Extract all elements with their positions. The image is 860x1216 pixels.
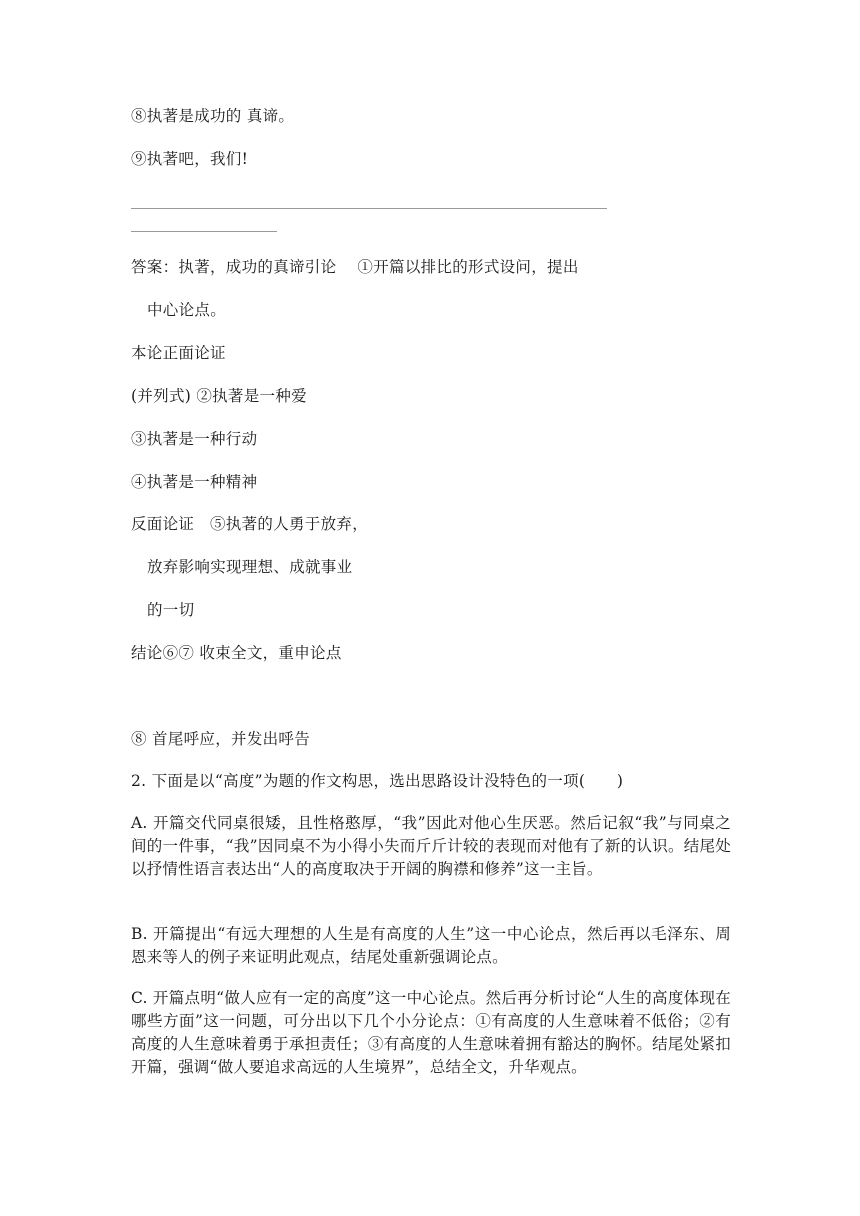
option-a: A. 开篇交代同桌很矮，且性格憨厚，“我”因此对他心生厌恶。然后记叙“我”与同桌之间的一件事，“我”因同桌不为小得小失而斤斤计较的表现而对他有了新的认识。结尾处以抒情性语言表达出“人的高度取决于开阔的胸襟和修养”这一主旨。 (131, 814, 731, 878)
conclusion-point-8: ⑧ 首尾呼应，并发出呼告 (131, 730, 311, 748)
answer-line: 答案：执著，成功的真谛引论 ①开篇以排比的形式设问，提出 (131, 258, 579, 276)
text-line-8: ⑧执著是成功的 真谛。 (131, 107, 295, 125)
option-b: B. 开篇提出“有远大理想的人生是有高度的人生”这一中心论点，然后再以毛泽东、周恩来等人的例子来证明此观点，结尾处重新强调论点。 (131, 925, 731, 966)
reverse-argument-line: 反面论证 ⑤执著的人勇于放弃， (131, 515, 369, 533)
answer-line-continued: 中心论点。 (147, 301, 227, 319)
option-c: C. 开篇点明“做人应有一定的高度”这一中心论点。然后再分析讨论“人生的高度体现在哪些方面”这一问题，可分出以下几个小分论点：①有高度的人生意味着不低俗；②有高度的人生意味着勇于承担责任；③有高度的人生意味着拥有豁达的胸怀。结尾处紧扣开篇，强调“做人要追求高远的人生境界”，总结全文，升华观点。 (131, 989, 731, 1076)
argument-point-3: ③执著是一种行动 (131, 430, 258, 448)
conclusion-line: 结论⑥⑦ 收束全文，重申论点 (131, 644, 342, 662)
answer-blank-line (131, 208, 607, 209)
text-line-9: ⑨执著吧，我们! (131, 150, 249, 168)
reverse-argument-continued-1: 放弃影响实现理想、成就事业 (147, 558, 353, 576)
question-stem: 2. 下面是以“高度”为题的作文构思，选出思路设计没特色的一项( ) (131, 772, 624, 790)
body-argument-label: 本论正面论证 (131, 344, 226, 362)
argument-point-4: ④执著是一种精神 (131, 473, 258, 491)
parallel-argument-line: (并列式) ②执著是一种爱 (131, 387, 307, 405)
reverse-argument-continued-2: 的一切 (147, 601, 195, 619)
answer-blank-line-short (131, 231, 277, 232)
